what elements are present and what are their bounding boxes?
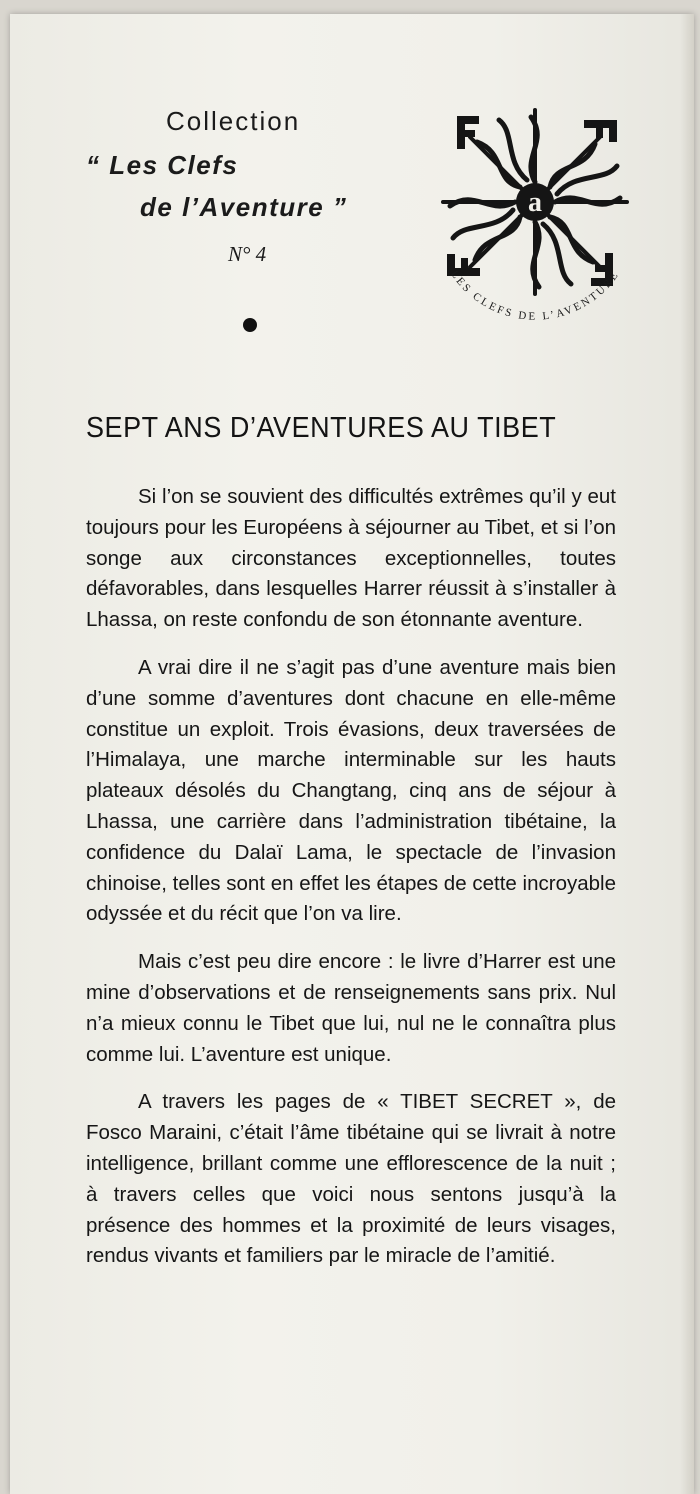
body-text: [86, 482, 616, 1289]
page-edge-shadow: [680, 14, 694, 1494]
paragraph-2: A vrai dire il ne s’agit pas d’une aventure mais bien d’une somme d’aventures dont chacune en elle-même constitue un exploit. Trois évasions, deux traversées de l’Himalaya, une marche interminable sur les hauts plateaux désolés du Changtang, cinq ans de séjour à Lhassa, une carrière dans l’administration tibétaine, la confidence du Dalaï Lama, le spectacle de l’invasion chinoise, telles sont en effet les étapes de cette incroyable odyssée et du récit que l’on va lire.: [86, 655, 616, 926]
emblem-center-letter: a: [528, 187, 542, 218]
collection-label: Collection: [166, 106, 301, 136]
paragraph-3: Mais c’est peu dire encore : le livre d’Harrer est une mine d’observations et de renseignements sans prix. Nul n’a mieux connu le Tibet que lui, nul ne le connaîtra plus comme lui. L’aventure est unique.: [86, 950, 616, 1066]
document-title: SEPT ANS D’AVENTURES AU TIBET: [86, 412, 557, 444]
series-name-line-1: “ Les Clefs: [86, 150, 239, 180]
series-emblem-logo: [420, 94, 650, 344]
paragraph-1: Si l’on se souvient des difficultés extrêmes qu’il y eut toujours pour les Européens à séjourner au Tibet, et si l’on songe aux circonstances exceptionnelles, toutes défavorables, dans lesquelles Harrer réussit à s’installer à Lhassa, on reste confondu de son étonnante aventure.: [86, 485, 616, 632]
series-number: N° 4: [228, 242, 267, 266]
document-page: [10, 14, 694, 1494]
bullet-dot: [243, 318, 257, 332]
paragraph-4: A travers les pages de « TIBET SECRET », de Fosco Maraini, c’était l’âme tibétaine qui se livrait à notre intelligence, brillant comme une efflorescence de la nuit ; à travers celles que voici nous sentons jusqu’à la présence des hommes et la proximité de leurs visages, rendus vivants et familiers par le miracle de l’amitié.: [86, 1090, 616, 1268]
emblem-ring-text: LES CLEFS DE L’AVENTURE: [448, 268, 622, 323]
series-name-line-2: de l’Aventure ”: [140, 192, 348, 222]
